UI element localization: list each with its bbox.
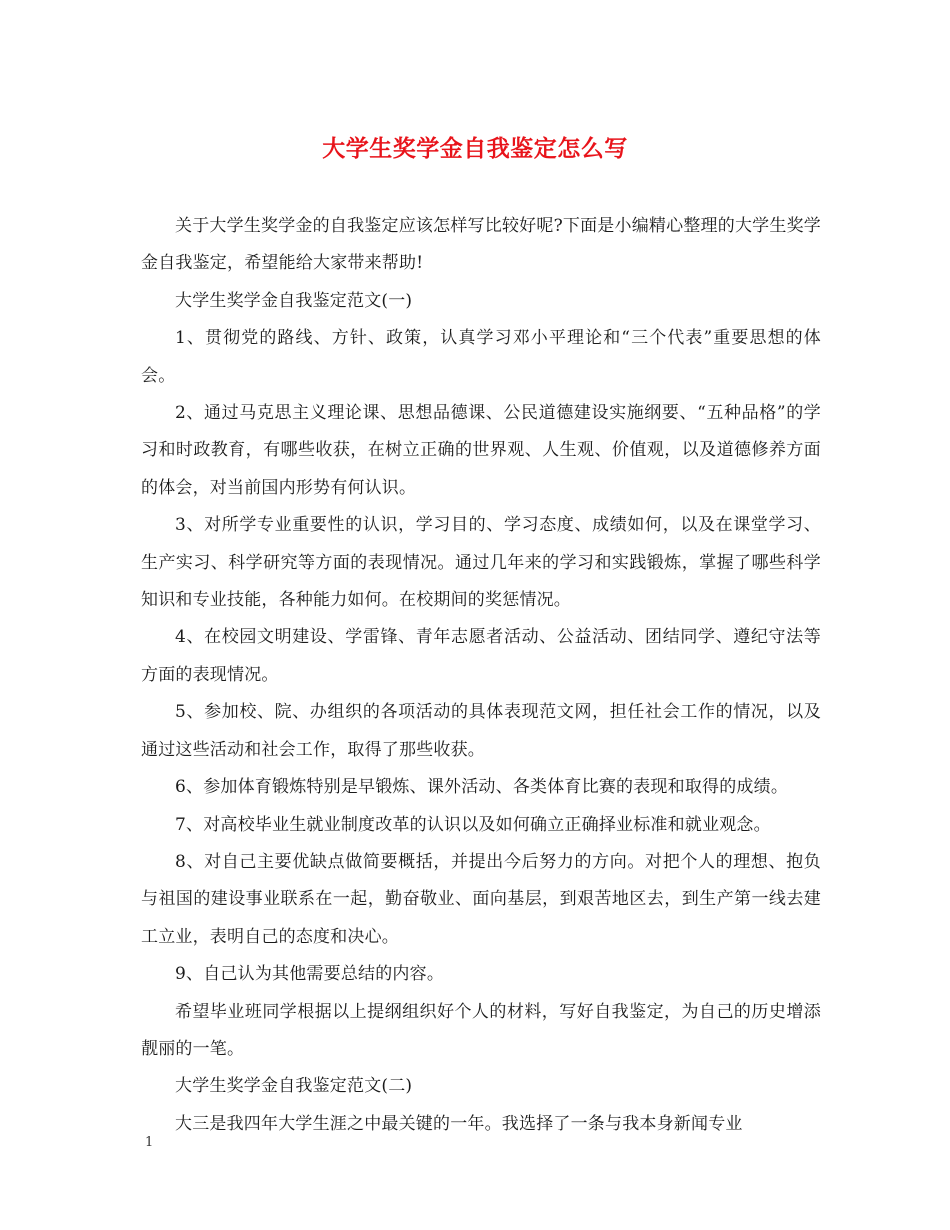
list-item-4: 4、在校园文明建设、学雷锋、青年志愿者活动、公益活动、团结同学、遵纪守法等方面的表现情况。 — [141, 627, 821, 685]
page-number: 1 — [145, 1135, 154, 1150]
list-item-9: 9、自己认为其他需要总结的内容。 — [175, 964, 445, 985]
document-body — [141, 208, 821, 1143]
list-item-7: 7、对高校毕业生就业制度改革的认识以及如何确立正确择业标准和就业观念。 — [175, 814, 771, 835]
list-item-5: 5、参加校、院、办组织的各项活动的具体表现范文网，担任社会工作的情况，以及通过这些活动和社会工作，取得了那些收获。 — [141, 702, 821, 760]
list-item-8: 8、对自己主要优缺点做简要概括，并提出今后努力的方向。对把个人的理想、抱负与祖国的建设事业联系在一起，勤奋敬业、面向基层，到艰苦地区去，到生产第一线去建工立业，表明自己的态度和决心。 — [141, 851, 821, 947]
list-item-3: 3、对所学专业重要性的认识，学习目的、学习态度、成绩如何，以及在课堂学习、生产实习、科学研究等方面的表现情况。通过几年来的学习和实践锻炼，掌握了哪些科学知识和专业技能，各种能力如何。在校期间的奖惩情况。 — [141, 515, 821, 611]
list-item-6: 6、参加体育锻炼特别是早锻炼、课外活动、各类体育比赛的表现和取得的成绩。 — [175, 777, 789, 798]
paragraph-essay-start: 大三是我四年大学生涯之中最关键的一年。我选择了一条与我本身新闻专业 — [175, 1113, 743, 1134]
document-title: 大学生奖学金自我鉴定怎么写 — [322, 135, 628, 162]
section-heading-1: 大学生奖学金自我鉴定范文(一) — [175, 290, 413, 311]
list-item-1: 1、贯彻党的路线、方针、政策，认真学习邓小平理论和“三个代表”重要思想的体会。 — [141, 328, 821, 386]
section-heading-2: 大学生奖学金自我鉴定范文(二) — [175, 1076, 413, 1097]
paragraph-closing: 希望毕业班同学根据以上提纲组织好个人的材料，写好自我鉴定，为自己的历史增添靓丽的一笔。 — [141, 1001, 821, 1059]
list-item-2: 2、通过马克思主义理论课、思想品德课、公民道德建设实施纲要、“五种品格”的学习和时政教育，有哪些收获，在树立正确的世界观、人生观、价值观，以及道德修养方面的体会，对当前国内形势有何认识。 — [141, 403, 821, 498]
paragraph-intro: 关于大学生奖学金的自我鉴定应该怎样写比较好呢?下面是小编精心整理的大学生奖学金自我鉴定，希望能给大家带来帮助! — [141, 216, 821, 274]
